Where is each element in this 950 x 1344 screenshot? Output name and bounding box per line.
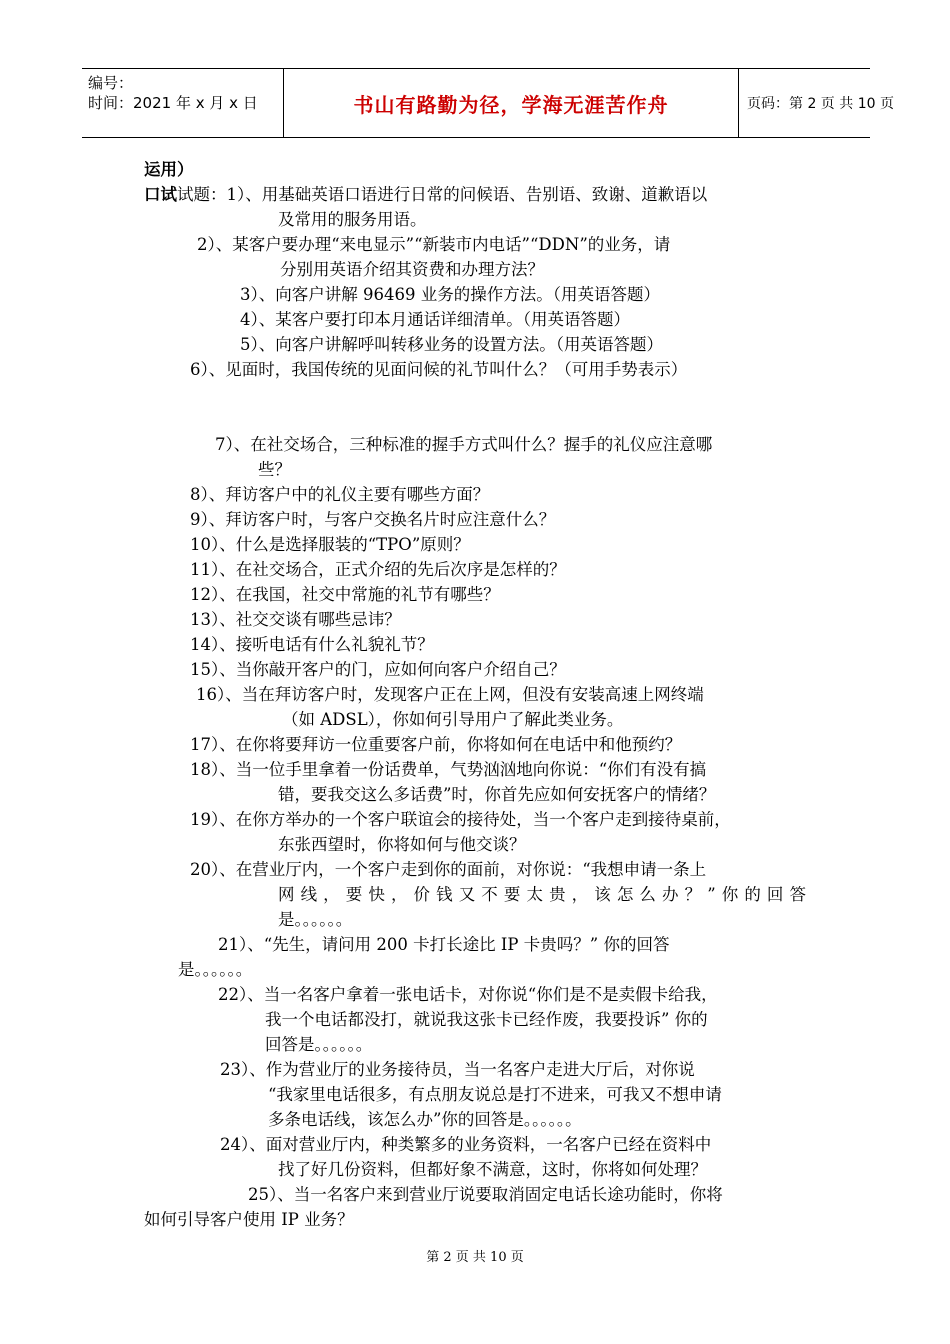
document-number-label: 编号： (88, 74, 134, 92)
oral-exam-q1: 试题：1）、用基础英语口语进行日常的问候语、告别语、致谢、道歉语以 (177, 185, 708, 204)
question-20-cont: 网线，要快，价钱又不要太贵，该怎么办？”你的回答 (278, 885, 806, 904)
question-19: 19）、在你方举办的一个客户联谊会的接待处，当一个客户走到接待桌前， (190, 810, 731, 829)
question-19-cont: 东张西望时，你将如何与他交谈？ (278, 835, 526, 854)
question-16: 16）、当在拜访客户时，发现客户正在上网，但没有安装高速上网终端 (196, 685, 704, 704)
question-21-cont: 是。。。。。。 (178, 960, 253, 979)
question-10: 10）、什么是选择服装的“TPO”原则？ (190, 535, 470, 554)
question-24: 24）、面对营业厅内，种类繁多的业务资料，一名客户已经在资料中 (220, 1135, 712, 1154)
question-13: 13）、社交交谈有哪些忌讳？ (190, 610, 401, 629)
question-22: 22）、当一名客户拿着一张电话卡，对你说“你们是不是卖假卡给我， (218, 985, 718, 1004)
header-page-info: 页码：第 2 页 共 10 页 (747, 96, 894, 112)
question-18-cont: 错，要我交这么多话费”时，你首先应如何安抚客户的情绪？ (278, 785, 716, 804)
question-6: 6）、见面时，我国传统的见面问候的礼节叫什么？（可用手势表示） (190, 360, 688, 379)
question-5: 5）、向客户讲解呼叫转移业务的设置方法。（用英语答题） (240, 335, 663, 354)
question-2-cont: 分别用英语介绍其资费和办理方法？ (280, 260, 544, 279)
oral-exam-label: 口试 (144, 185, 177, 204)
header-motto: 书山有路勤为径，学海无涯苦作舟 (283, 69, 739, 137)
question-20: 20）、在营业厅内，一个客户走到你的面前，对你说：“我想申请一条上 (190, 860, 707, 879)
question-23-end: 多条电话线，该怎么办”你的回答是。。。。。。 (268, 1110, 582, 1129)
question-1-cont: 及常用的服务用语。 (278, 210, 427, 229)
question-14: 14）、接听电话有什么礼貌礼节？ (190, 635, 434, 654)
question-23: 23）、作为营业厅的业务接待员，当一名客户走进大厅后，对你说 (220, 1060, 695, 1079)
document-date: 时间：2021 年 x 月 x 日 (88, 94, 258, 112)
page-footer: 第 2 页 共 10 页 (426, 1250, 524, 1265)
oral-exam-q1-line (144, 183, 707, 207)
question-20-end: 是。。。。。。 (278, 910, 353, 929)
question-3: 3）、向客户讲解 96469 业务的操作方法。（用英语答题） (240, 285, 660, 304)
question-18: 18）、当一位手里拿着一份话费单，气势汹汹地向你说：“你们有没有搞 (190, 760, 707, 779)
question-21: 21）、“先生，请问用 200 卡打长途比 IP 卡贵吗？” 你的回答 (218, 935, 670, 954)
question-9: 9）、拜访客户时，与客户交换名片时应注意什么？ (190, 510, 556, 529)
question-22-end: 回答是。。。。。。 (265, 1035, 373, 1054)
question-16-cont: （如 ADSL），你如何引导用户了解此类业务。 (282, 710, 624, 729)
question-12: 12）、在我国，社交中常施的礼节有哪些？ (190, 585, 500, 604)
question-2: 2）、某客户要办理“来电显示”“新装市内电话”“DDN”的业务，请 (197, 235, 671, 254)
section-continued: 运用） (144, 160, 194, 179)
header-meta (82, 69, 283, 137)
question-24-cont: 找了好几份资料，但都好象不满意，这时，你将如何处理？ (278, 1160, 707, 1179)
question-4: 4）、某客户要打印本月通话详细清单。（用英语答题） (240, 310, 630, 329)
page-header (82, 68, 894, 138)
question-22-cont: 我一个电话都没打，就说我这张卡已经作废，我要投诉” 你的 (265, 1010, 708, 1029)
question-7: 7）、在社交场合，三种标准的握手方式叫什么？握手的礼仪应注意哪 (215, 435, 713, 454)
question-25: 25）、当一名客户来到营业厅说要取消固定电话长途功能时，你将 (248, 1185, 723, 1204)
question-8: 8）、拜访客户中的礼仪主要有哪些方面？ (190, 485, 490, 504)
question-17: 17）、在你将要拜访一位重要客户前，你将如何在电话中和他预约？ (190, 735, 682, 754)
question-7-cont: 些？ (258, 460, 291, 479)
question-23-cont: “我家里电话很多，有点朋友说总是打不进来，可我又不想申请 (268, 1085, 722, 1104)
question-11: 11）、在社交场合，正式介绍的先后次序是怎样的？ (190, 560, 566, 579)
question-15: 15）、当你敲开客户的门，应如何向客户介绍自己？ (190, 660, 566, 679)
question-25-cont: 如何引导客户使用 IP 业务？ (144, 1210, 354, 1229)
